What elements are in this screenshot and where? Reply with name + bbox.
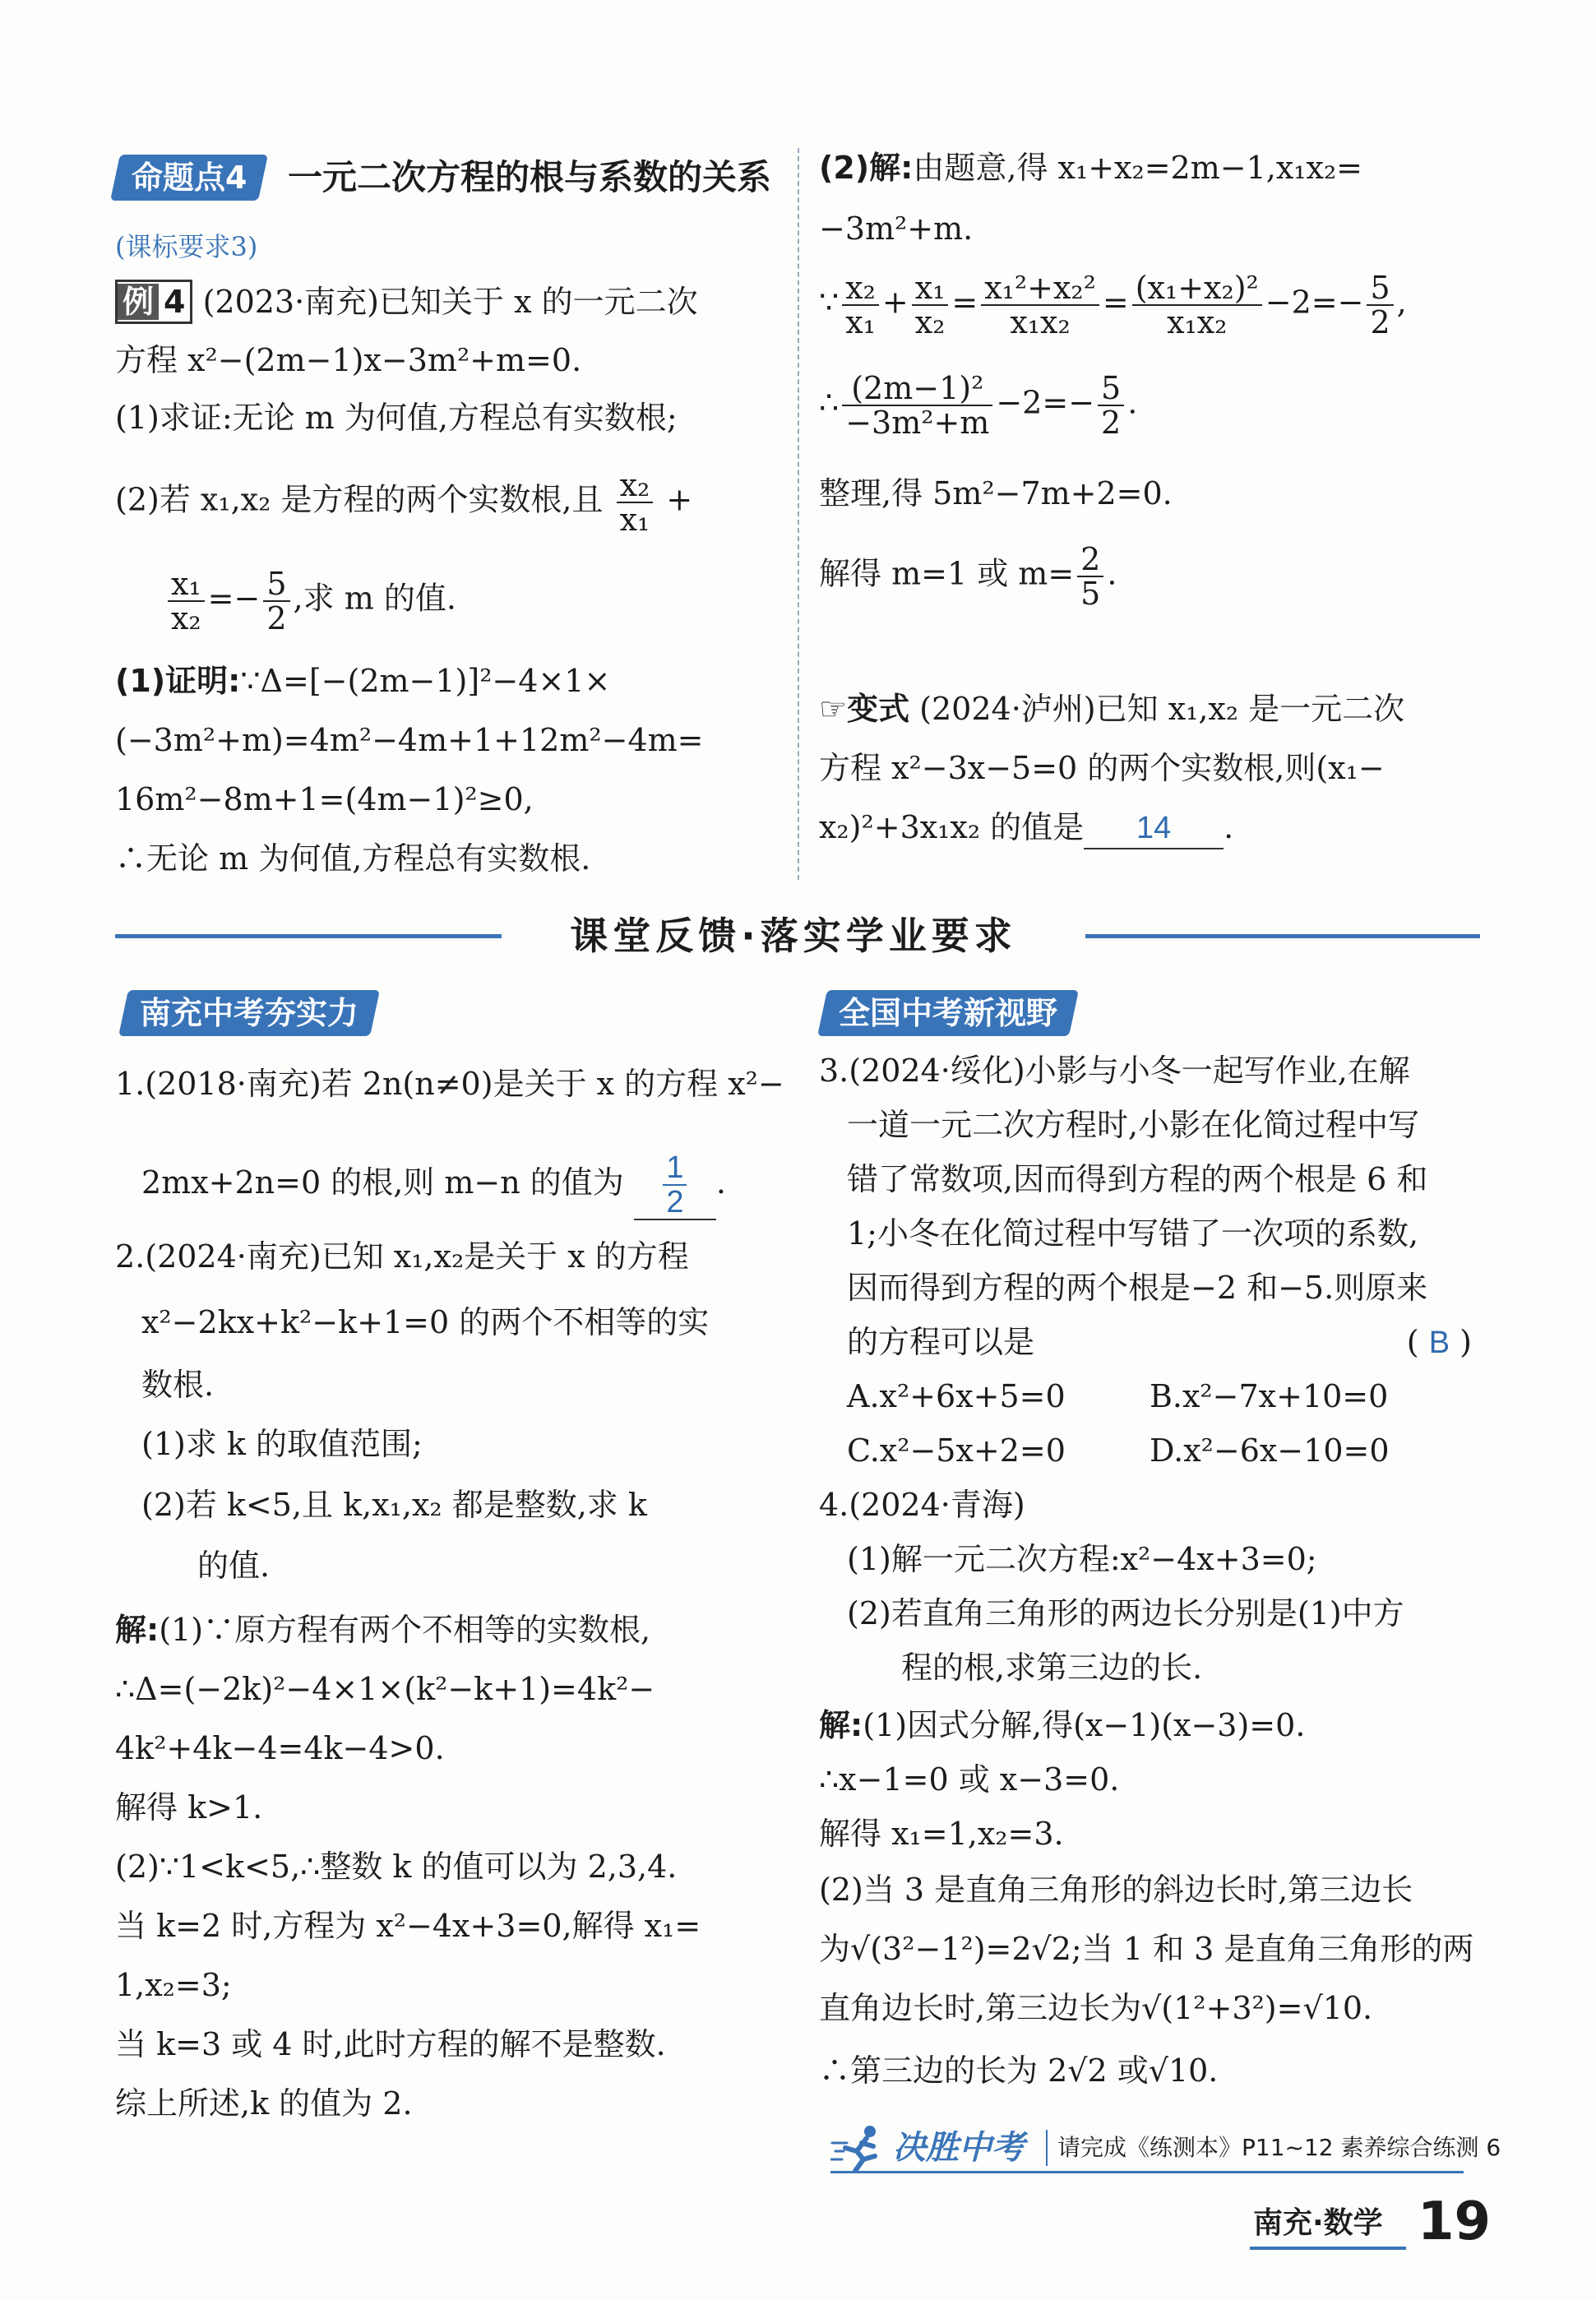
proof-line1: (1)证明:∵Δ=[−(2m−1)]²−4×1× <box>115 663 611 699</box>
proof-line3: 16m²−8m+1=(4m−1)²≥0, <box>115 781 534 817</box>
fraction: $\frac{\text{x₂}}{\text{x₁}}$ <box>842 271 879 339</box>
solution2-line1: (2)解:由题意,得 x₁+x₂=2m−1,x₁x₂= <box>819 150 1363 186</box>
q1-line2: 2mx+2n=0 的根,则 m−n 的值为 $\frac{1}{2}$ . <box>141 1150 726 1219</box>
example-line2: 方程 x²−(2m−1)x−3m²+m=0. <box>115 342 582 378</box>
q3-line4: 1;小冬在化简过程中写错了一次项的系数, <box>847 1215 1419 1252</box>
q4-part1: (1)解一元二次方程:x²−4x+3=0; <box>847 1541 1317 1577</box>
variant-line1: ☞变式 (2024·泸州)已知 x₁,x₂ 是一元二次 <box>819 691 1405 727</box>
variant-line3: x₂)²+3x₁x₂ 的值是 14 . <box>819 808 1233 849</box>
fraction: $\frac{\text{(x₁+x₂)²}}{\text{x₁x₂}}$ <box>1132 271 1262 339</box>
footer-region-underline <box>1250 2247 1406 2250</box>
q1-line1: 1.(2018·南充)若 2n(n≠0)是关于 x 的方程 x²− <box>115 1066 784 1102</box>
q3-line1: 3.(2024·绥化)小影与小冬一起写作业,在解 <box>819 1053 1410 1089</box>
q3-option-a: A.x²+6x+5=0 <box>847 1378 1066 1414</box>
q2-sol7: 1,x₂=3; <box>115 1967 232 2003</box>
topic-title: 一元二次方程的根与系数的关系 <box>288 157 772 197</box>
example-part1: (1)求证:无论 m 为何值,方程总有实数根; <box>115 400 678 436</box>
column-divider <box>798 148 799 880</box>
q2-sol9: 综上所述,k 的值为 2. <box>115 2085 413 2122</box>
fraction: $\frac{\text{x₁}}{\text{x₂}}$ <box>912 271 949 339</box>
q3-answer-bracket: ( B ) <box>1406 1324 1472 1360</box>
fraction: $\frac{\text{x₂}}{\text{x₁}}$ <box>617 469 654 536</box>
fraction: $\frac{5}{2}$ <box>1098 372 1124 439</box>
q4-sol4: (2)当 3 是直角三角形的斜边长时,第三边长 <box>819 1872 1413 1908</box>
banner-title: 课堂反馈·落实学业要求 <box>570 914 1017 958</box>
footer-separator <box>1046 2130 1048 2166</box>
fraction: $\frac{\text{(2m−1)²}}{\text{−3m²+m}}$ <box>842 372 992 439</box>
solution2-line2: −3m²+m. <box>819 211 974 247</box>
q3-line2: 一道一元二次方程时,小影在化简过程中写 <box>847 1107 1420 1143</box>
q1-answer: $\frac{1}{2}$ <box>634 1151 716 1220</box>
proof-line4: ∴无论 m 为何值,方程总有实数根. <box>115 840 591 877</box>
q4-sol3: 解得 x₁=1,x₂=3. <box>819 1816 1064 1852</box>
solution2-line5: 整理,得 5m²−7m+2=0. <box>819 475 1173 511</box>
banner-rule-right <box>1085 934 1480 938</box>
topic-badge <box>110 155 268 201</box>
fraction: $\frac{\text{x₁²+x₂²}}{\text{x₁x₂}}$ <box>981 271 1099 339</box>
q2-line3: 数根. <box>141 1367 215 1403</box>
solution2-line4: ∴ $\frac{\text{(2m−1)²}}{\text{−3m²+m}}$ −2=− $\frac{5}{2}$ . <box>819 370 1138 441</box>
q2-sol8: 当 k=3 或 4 时,此时方程的解不是整数. <box>115 2026 666 2062</box>
topic-requirement: (课标要求3) <box>115 231 258 262</box>
q4-sol1: 解:(1)因式分解,得(x−1)(x−3)=0. <box>819 1707 1306 1743</box>
q2-sol5: (2)∵1<k<5,∴整数 k 的值可以为 2,3,4. <box>115 1849 678 1885</box>
q2-sol1: 解:(1)∵原方程有两个不相等的实数根, <box>115 1612 651 1648</box>
q4-sol5: 为√(3²−1²)=2√2;当 1 和 3 是直角三角形的两 <box>819 1931 1474 1967</box>
q3-option-c: C.x²−5x+2=0 <box>847 1432 1066 1469</box>
left-section-badge: 南充中考夯实力 <box>118 990 380 1036</box>
footer-note: 请完成《练测本》P11~12 素养综合练测 6 <box>1057 2134 1501 2161</box>
fraction: $\frac{5}{2}$ <box>1367 271 1393 339</box>
q4-sol7: ∴第三边的长为 2√2 或√10. <box>819 2052 1219 2089</box>
q4-sol6: 直角边长时,第三边长为√(1²+3²)=√10. <box>819 1990 1373 2026</box>
q3-option-b: B.x²−7x+10=0 <box>1150 1378 1389 1414</box>
footer-bar <box>830 2123 1501 2173</box>
q4-part2b: 程的根,求第三边的长. <box>901 1650 1203 1686</box>
footer-region: 南充·数学 <box>1253 2206 1383 2240</box>
q3-line3: 错了常数项,因而得到方程的两个根是 6 和 <box>847 1161 1428 1197</box>
example-tag: 例 4 <box>115 280 192 324</box>
fraction: $\frac{\text{x₁}}{\text{x₂}}$ <box>168 567 205 635</box>
example-part2: (2)若 x₁,x₂ 是方程的两个实数根,且 $\frac{\text{x₂}}{\text{x₁}}$ + <box>115 467 693 538</box>
q2-line2: x²−2kx+k²−k+1=0 的两个不相等的实 <box>141 1304 710 1340</box>
q2-part1: (1)求 k 的取值范围; <box>141 1426 423 1462</box>
section-banner <box>0 911 1596 960</box>
right-section-badge: 全国中考新视野 <box>817 990 1079 1036</box>
proof-line2: (−3m²+m)=4m²−4m+1+12m²−4m= <box>115 722 704 758</box>
footer-brand: 决胜中考 <box>893 2129 1025 2167</box>
page-number: 19 <box>1418 2191 1492 2252</box>
banner-rule-left <box>115 934 502 938</box>
variant-answer: 14 <box>1084 808 1224 849</box>
solution2-line3: ∵ $\frac{\text{x₂}}{\text{x₁}}$ + $\frac{\text{x₁}}{\text{x₂}}$ = $\frac{\text{x₁²+x₂²}}{\text{x₁x₂}}$ = $\frac{\text{(x₁+x₂)²}}{\text{x₁x₂}}$ −2=− $\frac{5}{2}$ , <box>819 270 1407 340</box>
fraction: $\frac{2}{5}$ <box>1077 543 1103 610</box>
q4-sol2: ∴x−1=0 或 x−3=0. <box>819 1761 1120 1798</box>
example-line1: (2023·南充)已知关于 x 的一元二次 <box>202 284 698 320</box>
q2-sol2: ∴Δ=(−2k)²−4×1×(k²−k+1)=4k²− <box>115 1671 655 1707</box>
q3-answer: B <box>1428 1326 1450 1360</box>
q2-line1: 2.(2024·南充)已知 x₁,x₂是关于 x 的方程 <box>115 1238 689 1275</box>
q2-sol3: 4k²+4k−4=4k−4>0. <box>115 1730 445 1766</box>
footer-underline <box>830 2171 1464 2173</box>
solution2-line6: 解得 m=1 或 m= $\frac{2}{5}$ . <box>819 541 1117 612</box>
q2-part2b: 的值. <box>197 1548 271 1584</box>
variant-line2: 方程 x²−3x−5=0 的两个实数根,则(x₁− <box>819 750 1385 786</box>
q3-option-d: D.x²−6x−10=0 <box>1150 1432 1390 1469</box>
runner-icon <box>830 2123 888 2173</box>
example-part2-cont: $\frac{\text{x₁}}{\text{x₂}}$ =− $\frac{5}{2}$ ,求 m 的值. <box>164 567 456 635</box>
q4-part2a: (2)若直角三角形的两边长分别是(1)中方 <box>847 1595 1404 1631</box>
q2-sol4: 解得 k>1. <box>115 1789 263 1826</box>
fraction: $\frac{5}{2}$ <box>263 567 289 635</box>
q3-line6: 的方程可以是 ( B ) <box>847 1322 1472 1362</box>
topic-badge-label: 命题点4 <box>132 160 247 196</box>
q2-sol6: 当 k=2 时,方程为 x²−4x+3=0,解得 x₁= <box>115 1908 701 1944</box>
q3-line5: 因而得到方程的两个根是−2 和−5.则原来 <box>847 1270 1428 1306</box>
q4-line1: 4.(2024·青海) <box>819 1487 1025 1523</box>
q2-part2a: (2)若 k<5,且 k,x₁,x₂ 都是整数,求 k <box>141 1487 647 1523</box>
example-header <box>115 280 698 324</box>
